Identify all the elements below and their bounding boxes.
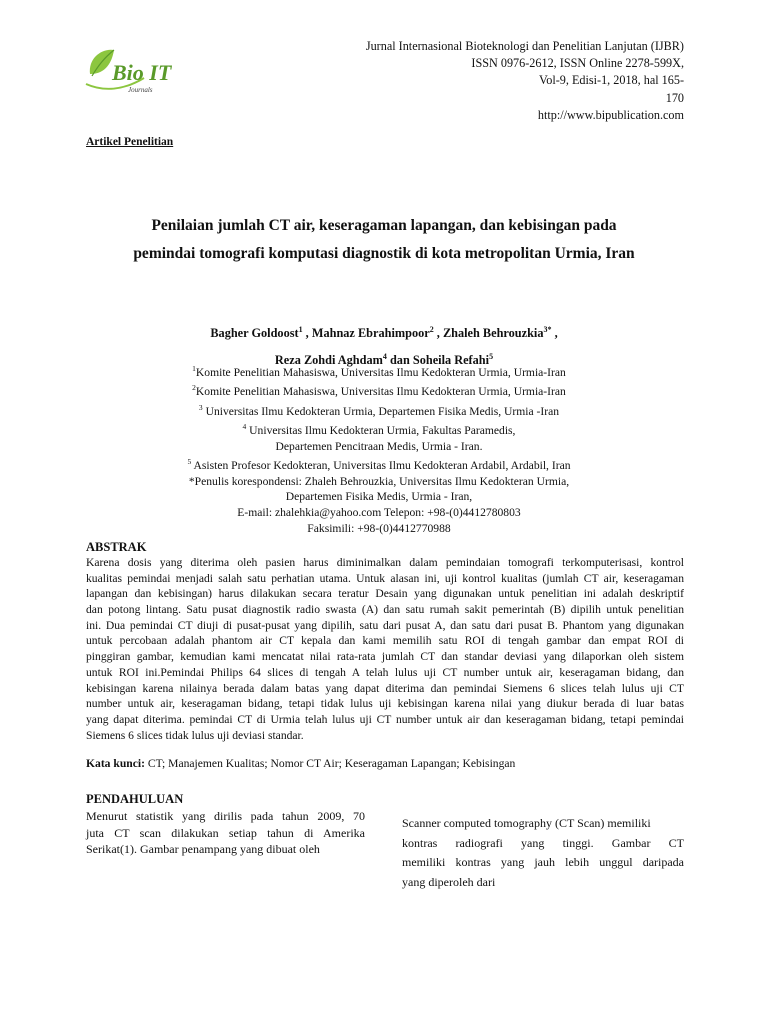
journal-name: Jurnal Internasional Bioteknologi dan Penelitian Lanjutan (IJBR) [365, 39, 684, 53]
contact-line: E-mail: zhalehkia@yahoo.com Telepon: +98-(0)4412780803 [237, 506, 521, 520]
body-line: Scanner computed tomography (CT Scan) memiliki [402, 816, 651, 830]
journal-info [324, 38, 684, 124]
author-name: Bagher Goldoost [210, 326, 299, 341]
article-type: Artikel Penelitian [86, 136, 174, 148]
affiliations [84, 361, 674, 536]
affiliation-line: $^3$ Universitas Ilmu Kedokteran Urmia, Departemen Fisika Medis, Urmia -Iran [198, 402, 560, 418]
body-line: Serikat(1). Gambar penampang yang dibuat oleh [86, 842, 320, 856]
abstract-line: untuk ROI ini.Pemindai Philips 64 slices di tengah A telah lulus uji CT number untuk air, keseragaman bidang, dan [86, 665, 684, 679]
abstract-line: Siemens 6 slices tidak lulus uji deviasi standar. [86, 728, 304, 742]
affiliation-line: $^4$ Universitas Ilmu Kedokteran Urmia, Fakultas Paramedis, [242, 422, 516, 438]
intro-right-column [402, 814, 684, 892]
abstract-line: ini. Dua pemindai CT diuji di pusat-pusat yang dipilih, satu dari pusat A, dan satu dari pusat B. Phantom yang digunakan [86, 618, 684, 632]
journal-volume: Vol-9, Edisi-1, 2018, hal 165- [539, 73, 684, 88]
author-name: Reza Zohdi Aghdam [274, 353, 383, 368]
keywords-label: Kata kunci: [86, 757, 145, 770]
body-line: yang diperoleh dari [402, 874, 496, 889]
introduction-heading: PENDAHULUAN [86, 792, 184, 806]
abstract-heading: ABSTRAK [86, 540, 147, 554]
author-line: Reza Zohdi Aghdam$^4$ dan Soheila Refahi$^5$ [274, 352, 494, 368]
contact-line: Faksimili: +98-(0)4412770988 [307, 521, 451, 535]
body-line: kontras radiografi yang tinggi. Gambar CT [402, 835, 684, 850]
affiliation-line: Departemen Pencitraan Medis, Urmia - Iran. [275, 439, 483, 453]
author-line: Bagher Goldoost$^1$ , Mahnaz Ebrahimpoor$^2$ , Zhaleh Behrouzkia$^{3*}$ , [210, 325, 558, 341]
abstract-line: kualitas pemindai menjadi salah satu perhatian utama. Untuk alasan ini, uji kontrol kualitas (jumlah CT air, keseragaman [86, 571, 684, 585]
author-name: Soheila Refahi [412, 353, 490, 368]
abstract-line: Karena dosis yang diterima oleh pasien harus diminimalkan dalam pemindaian tomografi terkomputerisasi, kontrol [86, 556, 684, 569]
title-line: Penilaian jumlah CT air, keseragaman lapangan, dan kebisingan pada [151, 217, 617, 234]
abstract-line: lapangan dan kebisingan) harus dilakukan secara teratur Desain yang digunakan untuk penelitian ini adalah deskriptif [86, 587, 684, 601]
abstract-line: untuk percobaan adalah phantom air CT kepala dan kami memilih satu ROI di tengah gambar dan empat ROI di [86, 634, 684, 648]
logo-subtext: Journals [128, 86, 153, 94]
abstract-line: kebisingan karena nilainya berada dalam batas yang dapat diterima dan pemindai Siemens 6 slices telah lulus uji CT [86, 681, 684, 695]
affiliation-line: $^5$ Asisten Profesor Kedokteran, Universitas Ilmu Kedokteran Ardabil, Ardabil, Iran [187, 457, 571, 473]
keywords [86, 757, 515, 770]
paper-title [84, 212, 684, 268]
body-line: juta CT scan dilakukan setiap tahun di Amerika [86, 825, 365, 840]
abstract-line: dan potong lintang. Satu pusat diagnostik radio swasta (A) dan satu rumah sakit pemerintah (B) dipilih untuk penelitian [86, 603, 684, 617]
abstract-line: yang dapat diterima. pemindai CT di Urmia telah lulus uji CT number untuk air dan keseragaman bidang, tetapi pemindai [86, 712, 684, 726]
journal-logo [84, 44, 194, 100]
affiliation-line: Departemen Fisika Medis, Urmia - Iran, [285, 490, 473, 504]
journal-pages: 170 [665, 90, 684, 105]
body-line: memiliki kontras yang jauh lebih unggul daripada [402, 855, 684, 870]
author-name: Zhaleh Behrouzkia [442, 326, 544, 341]
abstract-line: number untuk air, keseragaman bidang, tetapi tidak lulus uji kebisingan karena nilai yang diukur berada di luar batas [86, 697, 684, 711]
keywords-text: CT; Manajemen Kualitas; Nomor CT Air; Keseragaman Lapangan; Kebisingan [144, 757, 516, 770]
body-line: Menurut statistik yang dirilis pada tahun 2009, 70 [86, 809, 365, 823]
intro-left-column [86, 808, 365, 858]
journal-issn: ISSN 0976-2612, ISSN Online 2278-599X, [471, 56, 684, 71]
abstract-line: pinggiran gambar, kemudian kami mencatat nilai rata-rata jumlah CT dan standar deviasi yang dilaporkan oleh sistem [86, 650, 684, 664]
title-line: pemindai tomografi komputasi diagnostik di kota metropolitan Urmia, Iran [133, 245, 635, 262]
affiliation-line: $^2$Komite Penelitian Mahasiswa, Universitas Ilmu Kedokteran Urmia, Urmia-Iran [192, 383, 566, 399]
author-name: Mahnaz Ebrahimpoor [311, 326, 430, 341]
abstract-body [86, 555, 684, 743]
journal-url[interactable]: http://www.bipublication.com [537, 107, 684, 122]
affiliation-line: $^1$Komite Penelitian Mahasiswa, Universitas Ilmu Kedokteran Urmia, Urmia-Iran [192, 364, 566, 379]
corresponding-author: *Penulis korespondensi: Zhaleh Behrouzkia, Universitas Ilmu Kedokteran Urmia, [188, 474, 570, 488]
logo-text: Bio IT [112, 60, 172, 85]
